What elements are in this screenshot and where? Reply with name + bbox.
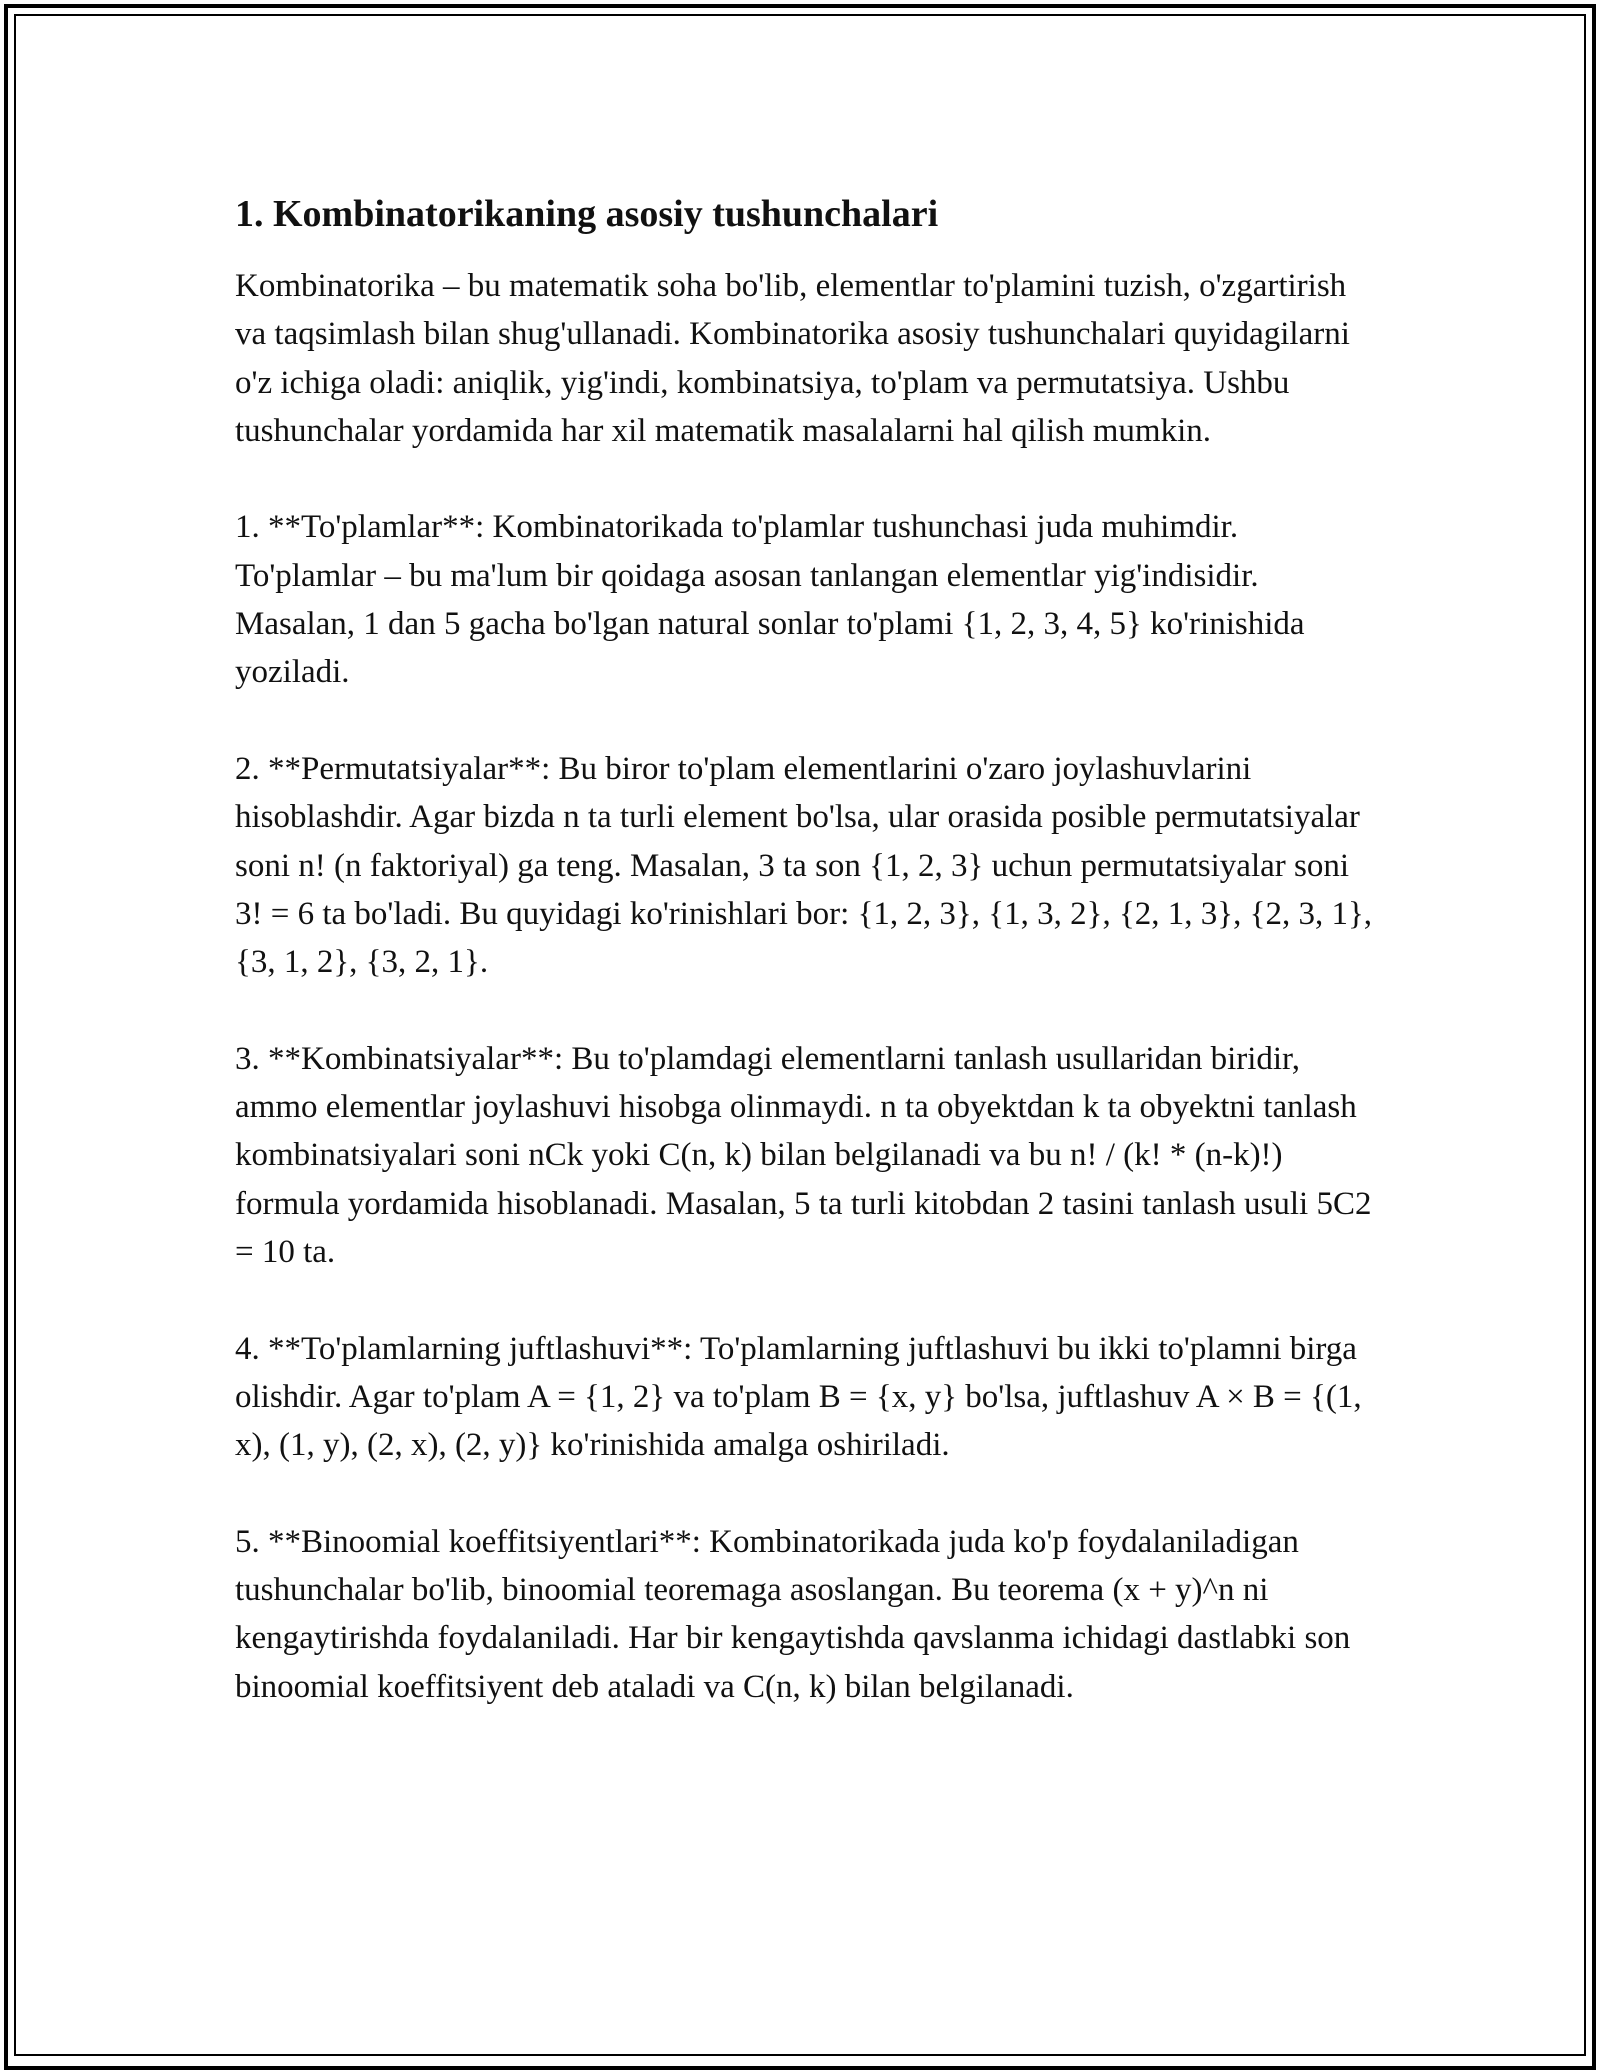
intro-paragraph: Kombinatorika – bu matematik soha bo'lib, elementlar to'plamini tuzish, o'zgartirish va taqsimlash bilan shug'ullanadi. Kombinatorika asosiy tushunchalari quyidagilarni o'z ichiga oladi: aniqlik, yig'indi, kombinatsiya, to'plam va permutatsiya. Ushbu tushunchalar yordamida har xil matematik masalalarni hal qilish mumkin.: [235, 268, 1350, 449]
paragraph-toplamlar: 1. **To'plamlar**: Kombinatorikada to'plamlar tushunchasi juda muhimdir. To'plamlar – bu ma'lum bir qoidaga asosan tanlangan elementlar yig'indisidir. Masalan, 1 dan 5 gacha bo'lgan natural sonlar to'plami {1, 2, 3, 4, 5} ko'rinishida yoziladi.: [235, 509, 1305, 691]
paragraph-binoomial: 5. **Binoomial koeffitsiyentlari**: Kombinatorikada juda ko'p foydalaniladigan tushunchalar bo'lib, binoomial teoremaga asoslangan. Bu teorema (x + y)^n ni kengaytirishda foydalaniladi. Har bir kengaytishda qavslanma ichidagi dastlabki son binoomial koeffitsiyent deb ataladi va C(n, k) bilan belgilanadi.: [235, 1523, 1351, 1705]
page-title: 1. Kombinatorikaning asosiy tushunchalari: [235, 193, 939, 235]
paragraph-juftlashuv: 4. **To'plamlarning juftlashuvi**: To'plamlarning juftlashuvi bu ikki to'plamni birga olishdir. Agar to'plam A = {1, 2} va to'plam B = {x, y} bo'lsa, juftlashuv A × B = {(1, x), (1, y), (2, x), (2, y)} ko'rinishida amalga oshiriladi.: [235, 1330, 1362, 1464]
paragraph-kombinatsiyalar: 3. **Kombinatsiyalar**: Bu to'plamdagi elementlarni tanlash usullaridan biridir, ammo elementlar joylashuvi hisobga olinmaydi. n ta obyektdan k ta obyektni tanlash kombinatsiyalari soni nCk yoki C(n, k) bilan belgilanadi va bu n! / (k! * (n-k)!) formula yordamida hisoblanadi. Masalan, 5 ta turli kitobdan 2 tasini tanlash usuli 5C2 = 10 ta.: [235, 1040, 1372, 1270]
document-page: [235, 190, 1375, 1759]
paragraph-permutatsiyalar: 2. **Permutatsiyalar**: Bu biror to'plam elementlarini o'zaro joylashuvlarini hisoblashdir. Agar bizda n ta turli element bo'lsa, ular orasida posible permutatsiyalar soni n! (n faktoriyal) ga teng. Masalan, 3 ta son {1, 2, 3} uchun permutatsiyalar soni 3! = 6 ta bo'ladi. Bu quyidagi ko'rinishlari bor: {1, 2, 3}, {1, 3, 2}, {2, 1, 3}, {2, 3, 1}, {3, 1, 2}, {3, 2, 1}.: [235, 750, 1373, 981]
